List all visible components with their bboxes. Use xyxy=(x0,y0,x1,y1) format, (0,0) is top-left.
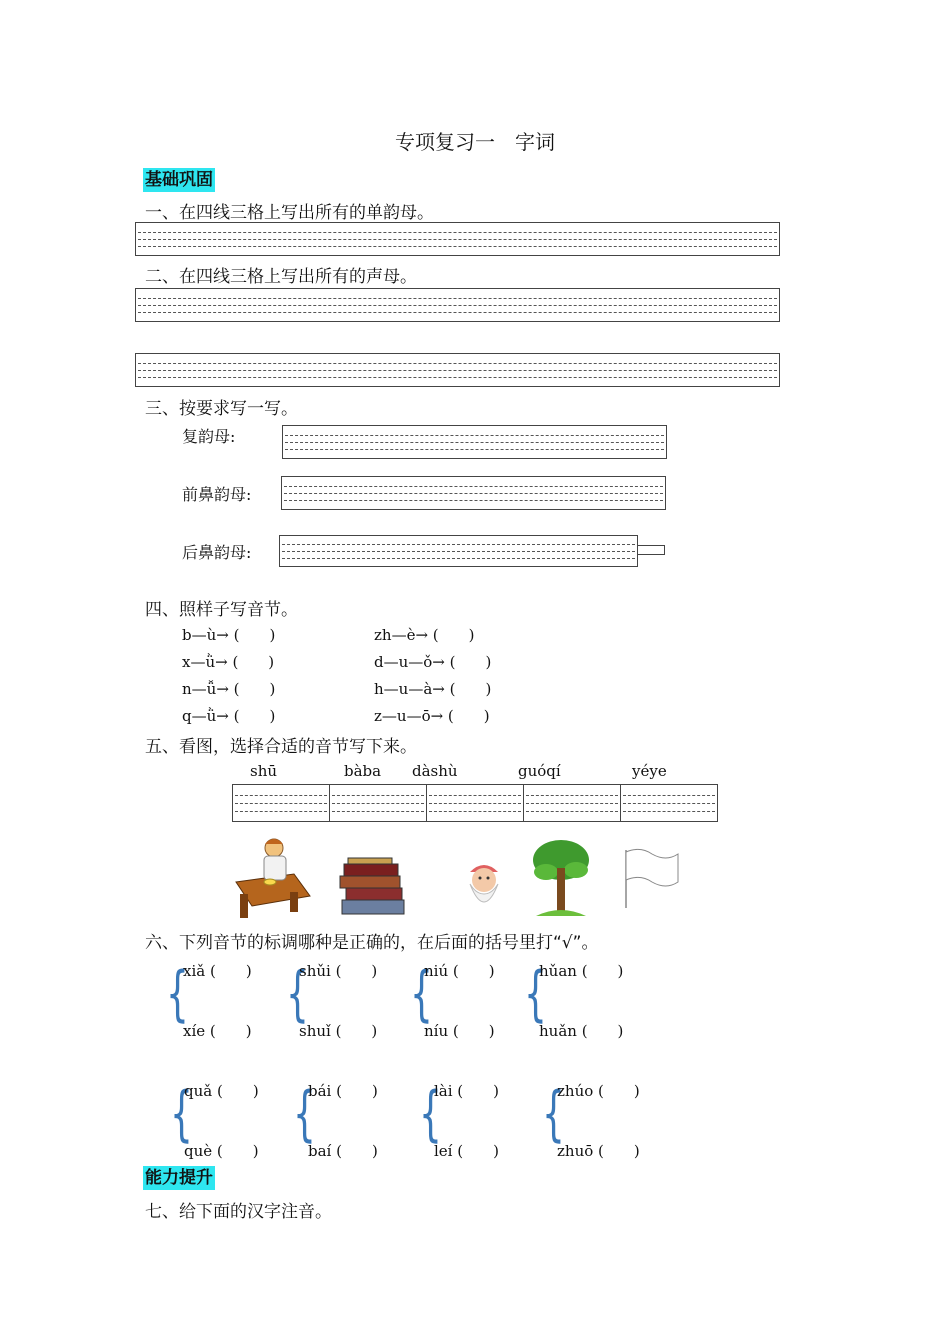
section-advanced-label: 能力提升 xyxy=(145,1168,213,1188)
picture-flag xyxy=(622,846,682,910)
page-title: 专项复习一 字词 xyxy=(395,130,555,154)
q3-lines-back-nasal-tail xyxy=(637,545,665,555)
question-4: 四、照样子写音节。 xyxy=(145,600,298,620)
question-1: 一、在四线三格上写出所有的单韵母。 xyxy=(145,203,434,223)
q5-answer-grid[interactable] xyxy=(232,784,718,822)
q4-left-1: b—ù→ ( ) xyxy=(182,626,276,644)
question-3: 三、按要求写一写。 xyxy=(145,399,298,419)
q6-r2-3-top: lài ( ) xyxy=(434,1082,500,1100)
q6-r1-2-top: shǔi ( ) xyxy=(299,962,378,980)
q6-r2-4-bottom: zhuō ( ) xyxy=(557,1142,640,1160)
section-basic-label: 基础巩固 xyxy=(145,170,213,190)
q5-syllable-1: shū xyxy=(250,762,278,780)
brace-icon: { xyxy=(524,959,547,1029)
q6-r1-2-bottom: shuǐ ( ) xyxy=(299,1022,378,1040)
q3-label-back-nasal: 后鼻韵母: xyxy=(182,543,252,562)
q6-r2-1-bottom: què ( ) xyxy=(184,1142,259,1160)
q5-cell-3[interactable] xyxy=(427,785,524,821)
picture-tree xyxy=(528,838,594,920)
q5-syllable-5: yéye xyxy=(632,762,667,780)
q6-r2-1-top: quǎ ( ) xyxy=(184,1082,259,1100)
q4-left-4: q—ǜ→ ( ) xyxy=(182,707,276,725)
writing-lines-2a[interactable] xyxy=(135,288,780,322)
brace-icon: { xyxy=(419,1079,442,1149)
q6-r1-3-top: niú ( ) xyxy=(424,962,495,980)
q5-cell-5[interactable] xyxy=(621,785,717,821)
q6-r1-4-top: hǔan ( ) xyxy=(539,962,624,980)
q5-syllable-3: dàshù xyxy=(412,762,458,780)
q6-r2-4-top: zhúo ( ) xyxy=(557,1082,640,1100)
q4-right-1: zh—è→ ( ) xyxy=(374,626,475,644)
q5-cell-1[interactable] xyxy=(233,785,330,821)
question-5: 五、看图，选择合适的音节写下来。 xyxy=(145,737,417,757)
q5-cell-4[interactable] xyxy=(524,785,621,821)
q4-left-3: n—ǚ→ ( ) xyxy=(182,680,276,698)
q3-label-compound-finals: 复韵母: xyxy=(182,427,236,446)
picture-grandpa-face xyxy=(462,858,506,916)
question-6: 六、下列音节的标调哪种是正确的，在后面的括号里打“√”。 xyxy=(145,933,599,953)
brace-icon: { xyxy=(286,959,309,1029)
q6-r1-4-bottom: huǎn ( ) xyxy=(539,1022,624,1040)
brace-icon: { xyxy=(410,959,433,1029)
question-7: 七、给下面的汉字注音。 xyxy=(145,1202,332,1222)
q6-r2-2-bottom: baí ( ) xyxy=(308,1142,378,1160)
brace-icon: { xyxy=(170,1079,193,1149)
q6-r1-1-top: xiǎ ( ) xyxy=(183,962,252,980)
q5-syllable-2: bàba xyxy=(344,762,382,780)
q3-lines-front-nasal[interactable] xyxy=(281,476,666,510)
q4-right-4: z—u—ō→ ( ) xyxy=(374,707,490,725)
q4-right-2: d—u—ǒ→ ( ) xyxy=(374,653,492,671)
q4-right-3: h—u—à→ ( ) xyxy=(374,680,492,698)
writing-lines-2b[interactable] xyxy=(135,353,780,387)
q4-left-2: x—ǜ→ ( ) xyxy=(182,653,275,671)
writing-lines-1[interactable] xyxy=(135,222,780,256)
brace-icon: { xyxy=(166,959,189,1029)
picture-books xyxy=(336,856,408,920)
q6-r2-3-bottom: leí ( ) xyxy=(434,1142,499,1160)
q3-lines-back-nasal[interactable] xyxy=(279,535,638,567)
q3-label-front-nasal: 前鼻韵母: xyxy=(182,485,252,504)
question-2: 二、在四线三格上写出所有的声母。 xyxy=(145,267,417,287)
q5-syllable-4: guóqí xyxy=(518,762,561,780)
brace-icon: { xyxy=(542,1079,565,1149)
q3-lines-compound[interactable] xyxy=(282,425,667,459)
brace-icon: { xyxy=(293,1079,316,1149)
q6-r1-3-bottom: níu ( ) xyxy=(424,1022,495,1040)
picture-man-on-phone xyxy=(234,834,312,920)
q6-r1-1-bottom: xíe ( ) xyxy=(183,1022,252,1040)
q5-cell-2[interactable] xyxy=(330,785,427,821)
q6-r2-2-top: bái ( ) xyxy=(308,1082,378,1100)
